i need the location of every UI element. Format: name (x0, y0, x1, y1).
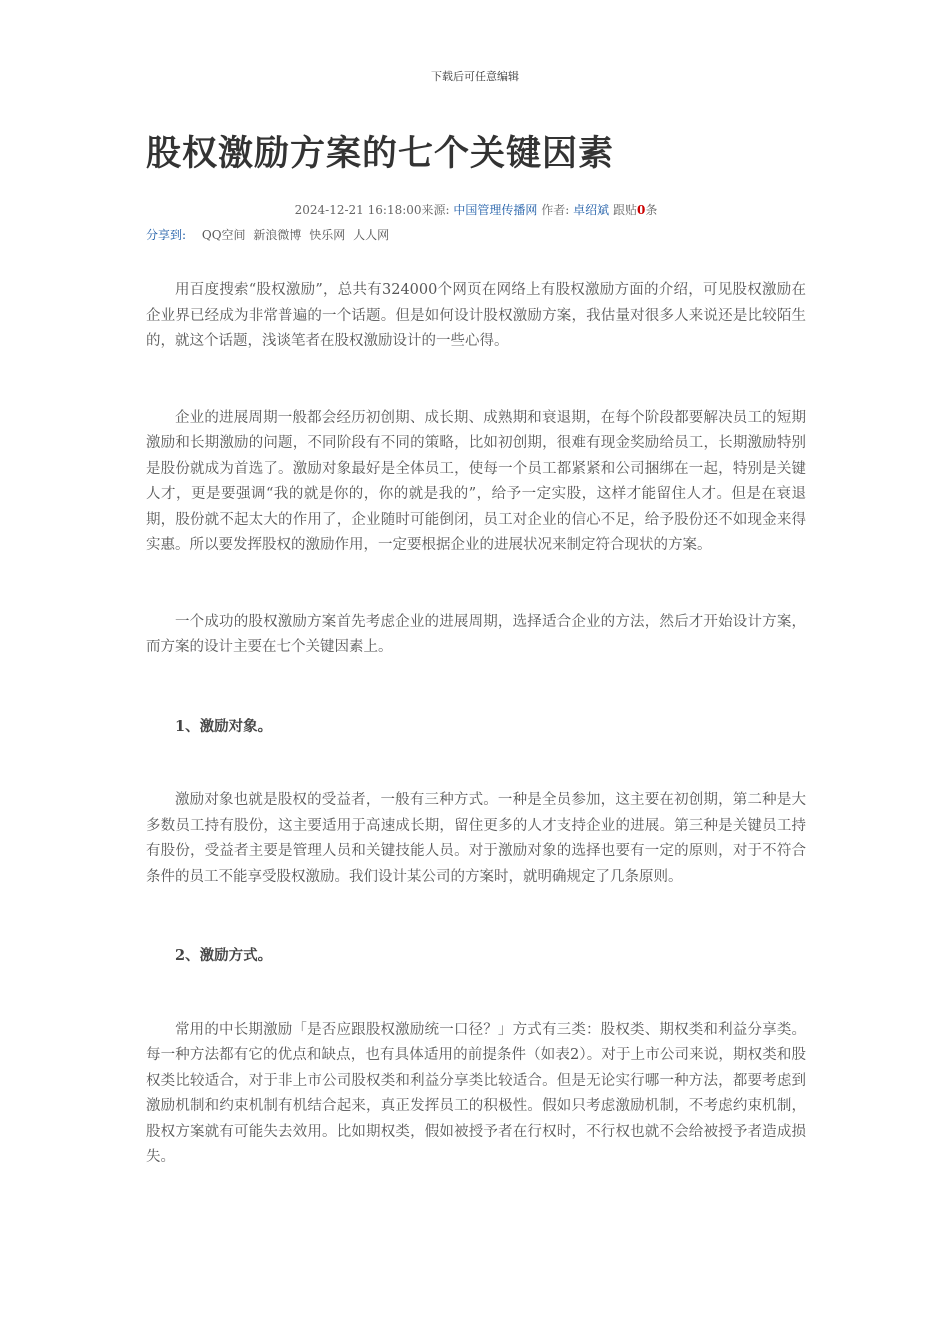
page-title: 股权激励方案的七个关键因素 (146, 133, 615, 174)
source-label: 来源: (421, 203, 450, 217)
share-renren-link[interactable]: 人人网 (353, 228, 390, 242)
download-note: 下载后可任意编辑 (431, 70, 519, 83)
author-label: 作者: (541, 203, 570, 217)
paragraph-incentive-methods: 常用的中长期激励「是否应跟股权激励统一口径？」方式有三类：股权类、期权类和利益分享类。每一种方法都有它的优点和缺点，也有具体适用的前提条件（如表2）。对于上市公司来说，期权类和股权类比较适合，对于非上市公司股权类和利益分享类比较适合。但是无论实行哪一种方法，都要考虑到激励机制和约束机制有机结合起来，真正发挥员工的积极性。假如只考虑激励机制，不考虑约束机制，股权方案就有可能失去效用。比如期权类，假如被授予者在行权时，不行权也就不会给被授予者造成损失。 (146, 1021, 806, 1165)
article-meta (146, 201, 806, 218)
section-heading-incentive-targets: 1、激励对象。 (175, 717, 273, 735)
paragraph-overview: 一个成功的股权激励方案首先考虑企业的进展周期，选择适合企业的方法，然后才开始设计方案，而方案的设计主要在七个关键因素上。 (146, 613, 806, 655)
publish-datetime: 2024-12-21 16:18:00 (294, 203, 422, 217)
share-qzone-link[interactable]: QQ空间 (201, 228, 246, 242)
share-weibo-link[interactable]: 新浪微博 (253, 228, 302, 242)
replies-label: 跟贴 (612, 203, 637, 217)
source-link[interactable]: 中国管理传播网 (453, 203, 538, 217)
paragraph-intro: 用百度搜索“股权激励”，总共有324000个网页在网络上有股权激励方面的介绍，可见股权激励在企业界已经成为非常普遍的一个话题。但是如何设计股权激励方案，我估量对很多人来说还是比较陌生的，就这个话题，浅谈笔者在股权激励设计的一些心得。 (146, 282, 806, 349)
section-heading-incentive-methods: 2、激励方式。 (175, 947, 273, 964)
share-label: 分享到: (146, 228, 187, 242)
paragraph-incentive-targets: 激励对象也就是股权的受益者，一般有三种方式。一种是全员参加，这主要在初创期，第二种是大多数员工持有股份，这主要适用于高速成长期，留住更多的人才支持企业的进展。第三种是关键员工持有股份，受益者主要是管理人员和关键技能人员。对于激励对象的选择也要有一定的原则，对于不符合条件的员工不能享受股权激励。我们设计某公司的方案时，就明确规定了几条原则。 (146, 792, 806, 885)
replies-unit: 条 (645, 203, 658, 217)
share-kaixin-link[interactable]: 快乐网 (309, 228, 346, 242)
article-body (146, 278, 806, 1171)
paragraph-lifecycle: 企业的进展周期一般都会经历初创期、成长期、成熟期和衰退期，在每个阶段都要解决员工的短期激励和长期激励的问题，不同阶段有不同的策略，比如初创期，很难有现金奖励给员工，长期激励特别是股份就成为首选了。激励对象最好是全体员工，使每一个员工都紧紧和公司捆绑在一起，特别是关键人才，更是要强调“我的就是你的，你的就是我的”，给予一定实股，这样才能留住人才。但是在衰退期，股份就不起太大的作用了，企业随时可能倒闭，员工对企业的信心不足，给予股份还不如现金来得实惠。所以要发挥股权的激励作用，一定要根据企业的进展状况来制定符合现状的方案。 (146, 409, 806, 553)
share-bar (146, 226, 393, 243)
replies-count[interactable]: 0 (636, 203, 646, 217)
author-link[interactable]: 卓绍斌 (573, 203, 610, 217)
